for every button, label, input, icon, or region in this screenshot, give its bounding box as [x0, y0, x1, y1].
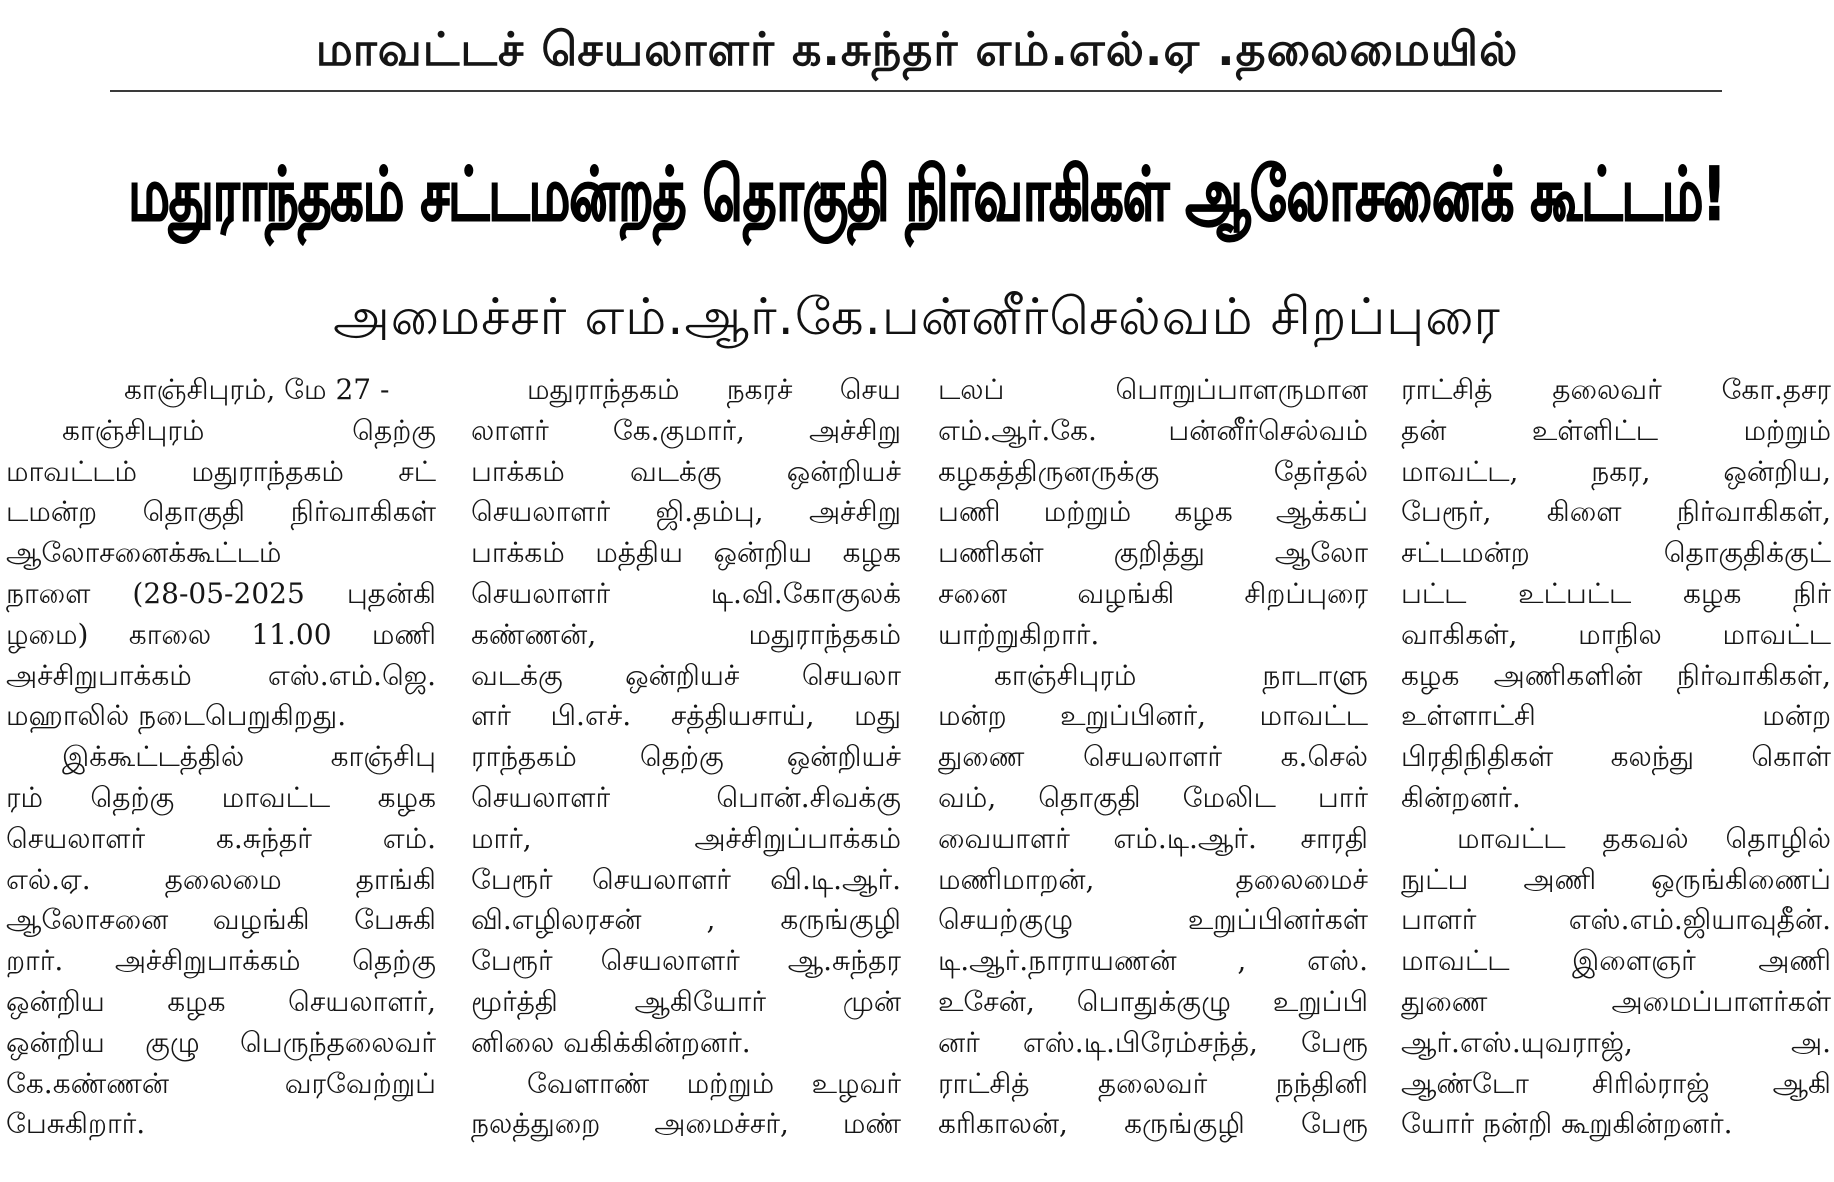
body-line: ஆர்.எஸ்.யுவராஜ், அ. [1401, 1025, 1831, 1059]
body-line: னிலை வகிக்கின்றனர். [471, 1025, 751, 1059]
body-line: பணிகள் குறித்து ஆலோ [938, 536, 1368, 570]
body-line: ஆலோசனை வழங்கி பேசுகி [6, 903, 436, 937]
body-line: யோர் நன்றி கூறுகின்றனர். [1401, 1107, 1733, 1141]
body-line: மதுராந்தகம் நகரச் செய [527, 373, 901, 406]
subheadline: அமைச்சர் எம்.ஆர்.கே.பன்னீர்செல்வம் சிறப்புரை [333, 288, 1501, 347]
body-line: செயலாளர் டி.வி.கோகுலக் [471, 576, 901, 610]
body-line: பேரூர் செயலாளர் ஆ.சுந்தர [471, 944, 901, 978]
body-line: மன்ற உறுப்பினர், மாவட்ட [938, 699, 1368, 733]
dateline: காஞ்சிபுரம், மே 27 - [124, 373, 390, 406]
body-line: நாளை (28-05-2025 புதன்கி [6, 576, 436, 610]
body-line: மார், அச்சிறுப்பாக்கம் [471, 821, 901, 855]
body-line: பேரூர், கிளை நிர்வாகிகள், [1401, 495, 1831, 529]
body-line: பேரூர் செயலாளர் வி.டி.ஆர். [471, 862, 901, 896]
body-line: பிரதிநிதிகள் கலந்து கொள் [1401, 740, 1831, 774]
body-line: பாளர் எஸ்.எம்.ஜியாவுதீன். [1401, 903, 1831, 937]
body-line: ராட்சித் தலைவர் நந்தினி [938, 1066, 1368, 1100]
body-line: வம், தொகுதி மேலிட பார் [938, 780, 1368, 814]
body-line: யாற்றுகிறார். [938, 617, 1100, 651]
body-line: றார். அச்சிறுபாக்கம் தெற்கு [6, 944, 436, 978]
body-line: ஆலோசனைக்கூட்டம் [6, 536, 282, 570]
body-line: எம்.ஆர்.கே. பன்னீர்செல்வம் [938, 413, 1368, 447]
body-line: னர் எஸ்.டி.பிரேம்சந்த், பேரூ [938, 1025, 1368, 1059]
body-line: வடக்கு ஒன்றியச் செயலா [471, 658, 901, 692]
body-line: சனை வழங்கி சிறப்புரை [938, 576, 1368, 610]
body-line: வேளாண் மற்றும் உழவர் [527, 1066, 901, 1100]
body-line: செயற்குழு உறுப்பினர்கள் [938, 903, 1368, 937]
column-1 [6, 370, 436, 1180]
body-line: மாவட்ட, நகர, ஒன்றிய, [1401, 454, 1831, 488]
body-line: எல்.ஏ. தலைமை தாங்கி [6, 862, 436, 896]
body-line: தன் உள்ளிட்ட மற்றும் [1401, 413, 1831, 447]
body-line: காஞ்சிபுரம் நாடாளு [994, 658, 1368, 692]
body-line: டமன்ற தொகுதி நிர்வாகிகள் [6, 495, 436, 529]
body-line: செயலாளர் ஜி.தம்பு, அச்சிறு [471, 495, 901, 529]
headline: மதுராந்தகம் சட்டமன்றத் தொகுதி நிர்வாகிகள் ஆலோசனைக் கூட்டம்! [128, 152, 1726, 238]
body-line: மஹாலில் நடைபெறுகிறது. [6, 699, 347, 733]
body-line: நலத்துறை அமைச்சர், மண் [471, 1107, 901, 1141]
column-4 [1401, 370, 1831, 1180]
body-line: மாவட்ட இளைஞர் அணி [1401, 944, 1831, 978]
body-line: மூர்த்தி ஆகியோர் முன் [471, 984, 901, 1018]
kicker-divider [110, 90, 1722, 92]
body-line: பாக்கம் மத்திய ஒன்றிய கழக [471, 536, 901, 570]
body-line: துணை அமைப்பாளர்கள் [1401, 984, 1831, 1018]
body-line: நுட்ப அணி ஒருங்கிணைப் [1401, 862, 1831, 896]
body-line: ராந்தகம் தெற்கு ஒன்றியச் [471, 740, 901, 774]
body-line: ரம் தெற்கு மாவட்ட கழக [6, 780, 436, 814]
body-line: செயலாளர் க.சுந்தர் எம். [6, 821, 436, 855]
body-line: மாவட்ட தகவல் தொழில் [1457, 821, 1831, 855]
body-line: கின்றனர். [1401, 780, 1521, 814]
body-line: பாக்கம் வடக்கு ஒன்றியச் [471, 454, 901, 488]
body-line: ஒன்றிய குழு பெருந்தலைவர் [6, 1025, 436, 1059]
column-2 [471, 370, 901, 1180]
body-line: மாவட்டம் மதுராந்தகம் சட் [6, 454, 436, 488]
body-line: உசேன், பொதுக்குழு உறுப்பி [938, 984, 1368, 1018]
body-line: வி.எழிலரசன் , கருங்குழி [471, 903, 901, 937]
body-line: பேசுகிறார். [6, 1107, 146, 1141]
body-line: செயலாளர் பொன்.சிவக்கு [471, 780, 901, 814]
body-line: பட்ட உட்பட்ட கழக நிர் [1401, 576, 1831, 610]
body-line: ஒன்றிய கழக செயலாளர், [6, 984, 436, 1018]
body-line: காஞ்சிபுரம் தெற்கு [62, 413, 436, 447]
body-line: கண்ணன், மதுராந்தகம் [471, 617, 901, 651]
body-line: லாளர் கே.குமார், அச்சிறு [471, 413, 901, 447]
column-3 [938, 370, 1368, 1180]
body-line: டலப் பொறுப்பாளருமான [938, 373, 1368, 406]
body-line: ஆண்டோ சிரில்ராஜ் ஆகி [1401, 1066, 1831, 1100]
body-line: உள்ளாட்சி மன்ற [1401, 699, 1831, 733]
body-line: துணை செயலாளர் க.செல் [938, 740, 1368, 774]
body-line: ளர் பி.எச். சத்தியசாய், மது [471, 699, 901, 733]
body-line: கரிகாலன், கருங்குழி பேரூ [938, 1107, 1368, 1141]
kicker-line: மாவட்டச் செயலாளர் க.சுந்தர் எம்.எல்.ஏ .தலைமையில் [315, 22, 1519, 76]
article-body [6, 370, 1831, 1180]
body-line: கழகத்திருனருக்கு தேர்தல் [938, 454, 1368, 488]
body-line: ழமை) காலை 11.00 மணி [6, 617, 436, 651]
body-line: மணிமாறன், தலைமைச் [938, 862, 1368, 896]
body-line: அச்சிறுபாக்கம் எஸ்.எம்.ஜெ. [6, 658, 436, 692]
body-line: கே.கண்ணன் வரவேற்றுப் [6, 1066, 436, 1100]
body-line: பணி மற்றும் கழக ஆக்கப் [938, 495, 1368, 529]
body-line: சட்டமன்ற தொகுதிக்குட் [1401, 536, 1831, 570]
body-line: இக்கூட்டத்தில் காஞ்சிபு [62, 740, 436, 774]
body-line: வையாளர் எம்.டி.ஆர். சாரதி [938, 821, 1368, 855]
body-line: கழக அணிகளின் நிர்வாகிகள், [1401, 658, 1831, 692]
body-line: வாகிகள், மாநில மாவட்ட [1401, 617, 1831, 651]
body-line: ராட்சித் தலைவர் கோ.தசர [1401, 373, 1831, 406]
body-line: டி.ஆர்.நாராயணன் , எஸ். [938, 944, 1368, 978]
